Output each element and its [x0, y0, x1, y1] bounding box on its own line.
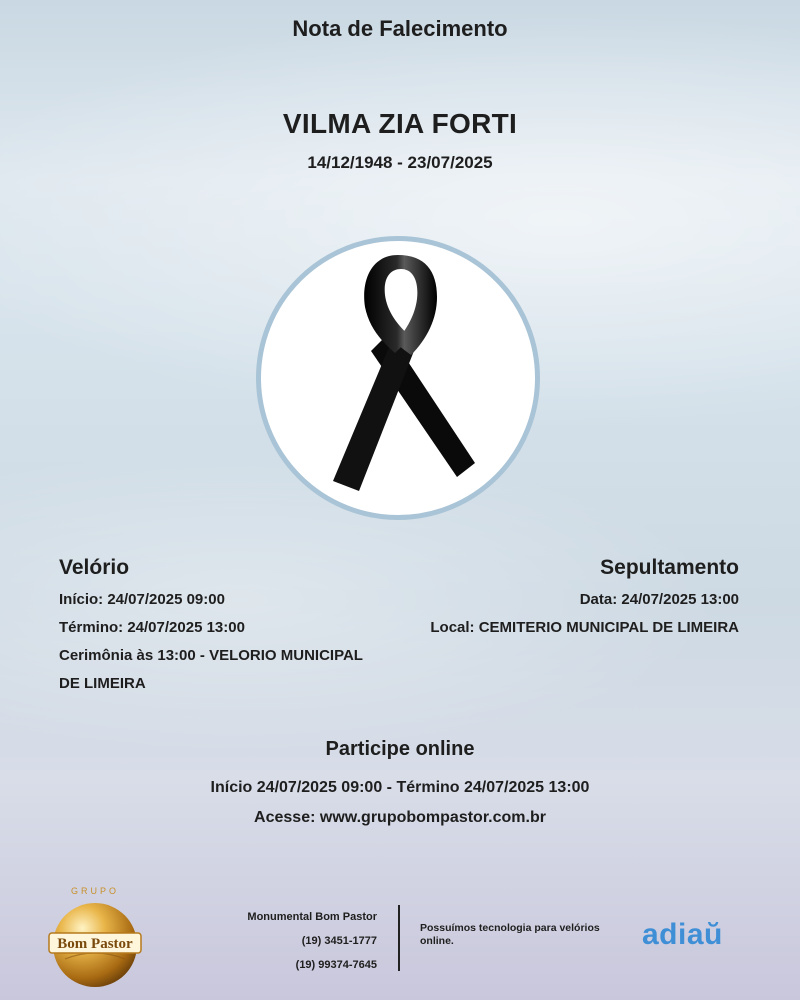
online-access-link[interactable]: Acesse: www.grupobompastor.com.br: [254, 809, 546, 826]
velorio-section: [59, 556, 399, 698]
deceased-name: VILMA ZIA FORTI: [282, 108, 518, 139]
footer-divider: [398, 905, 400, 971]
velorio-end: Término: 24/07/2025 13:00: [59, 619, 245, 636]
ribbon-badge: [256, 236, 540, 520]
tech-note: Possuímos tecnologia para velórios online.: [420, 922, 600, 947]
page-title: Nota de Falecimento: [292, 16, 508, 41]
company-name: Monumental Bom Pastor: [247, 911, 377, 923]
online-period: Início 24/07/2025 09:00 - Término 24/07/2025 13:00: [210, 779, 590, 796]
velorio-ceremony-cont: DE LIMEIRA: [59, 675, 146, 692]
sepultamento-date: Data: 24/07/2025 13:00: [579, 591, 739, 608]
partner-logo: adiaŭ: [642, 918, 723, 951]
sepultamento-heading: Sepultamento: [600, 556, 739, 579]
logo-main-text: Bom Pastor: [57, 936, 133, 952]
velorio-start: Início: 24/07/2025 09:00: [59, 591, 225, 608]
sepultamento-section: [400, 556, 739, 642]
bom-pastor-logo: [43, 885, 147, 989]
velorio-heading: Velório: [59, 556, 130, 579]
life-dates: 14/12/1948 - 23/07/2025: [307, 153, 493, 172]
mourning-ribbon-icon: [261, 241, 535, 515]
logo-top-text: GRUPO: [70, 886, 120, 896]
sepultamento-place: Local: CEMITERIO MUNICIPAL DE LIMEIRA: [430, 619, 739, 636]
phone-mobile: (19) 99374-7645: [295, 959, 377, 971]
phone-landline: (19) 3451-1777: [301, 935, 377, 947]
contact-block: [230, 905, 377, 977]
velorio-ceremony: Cerimônia às 13:00 - VELORIO MUNICIPAL: [59, 647, 363, 664]
online-heading: Participe online: [325, 738, 475, 760]
